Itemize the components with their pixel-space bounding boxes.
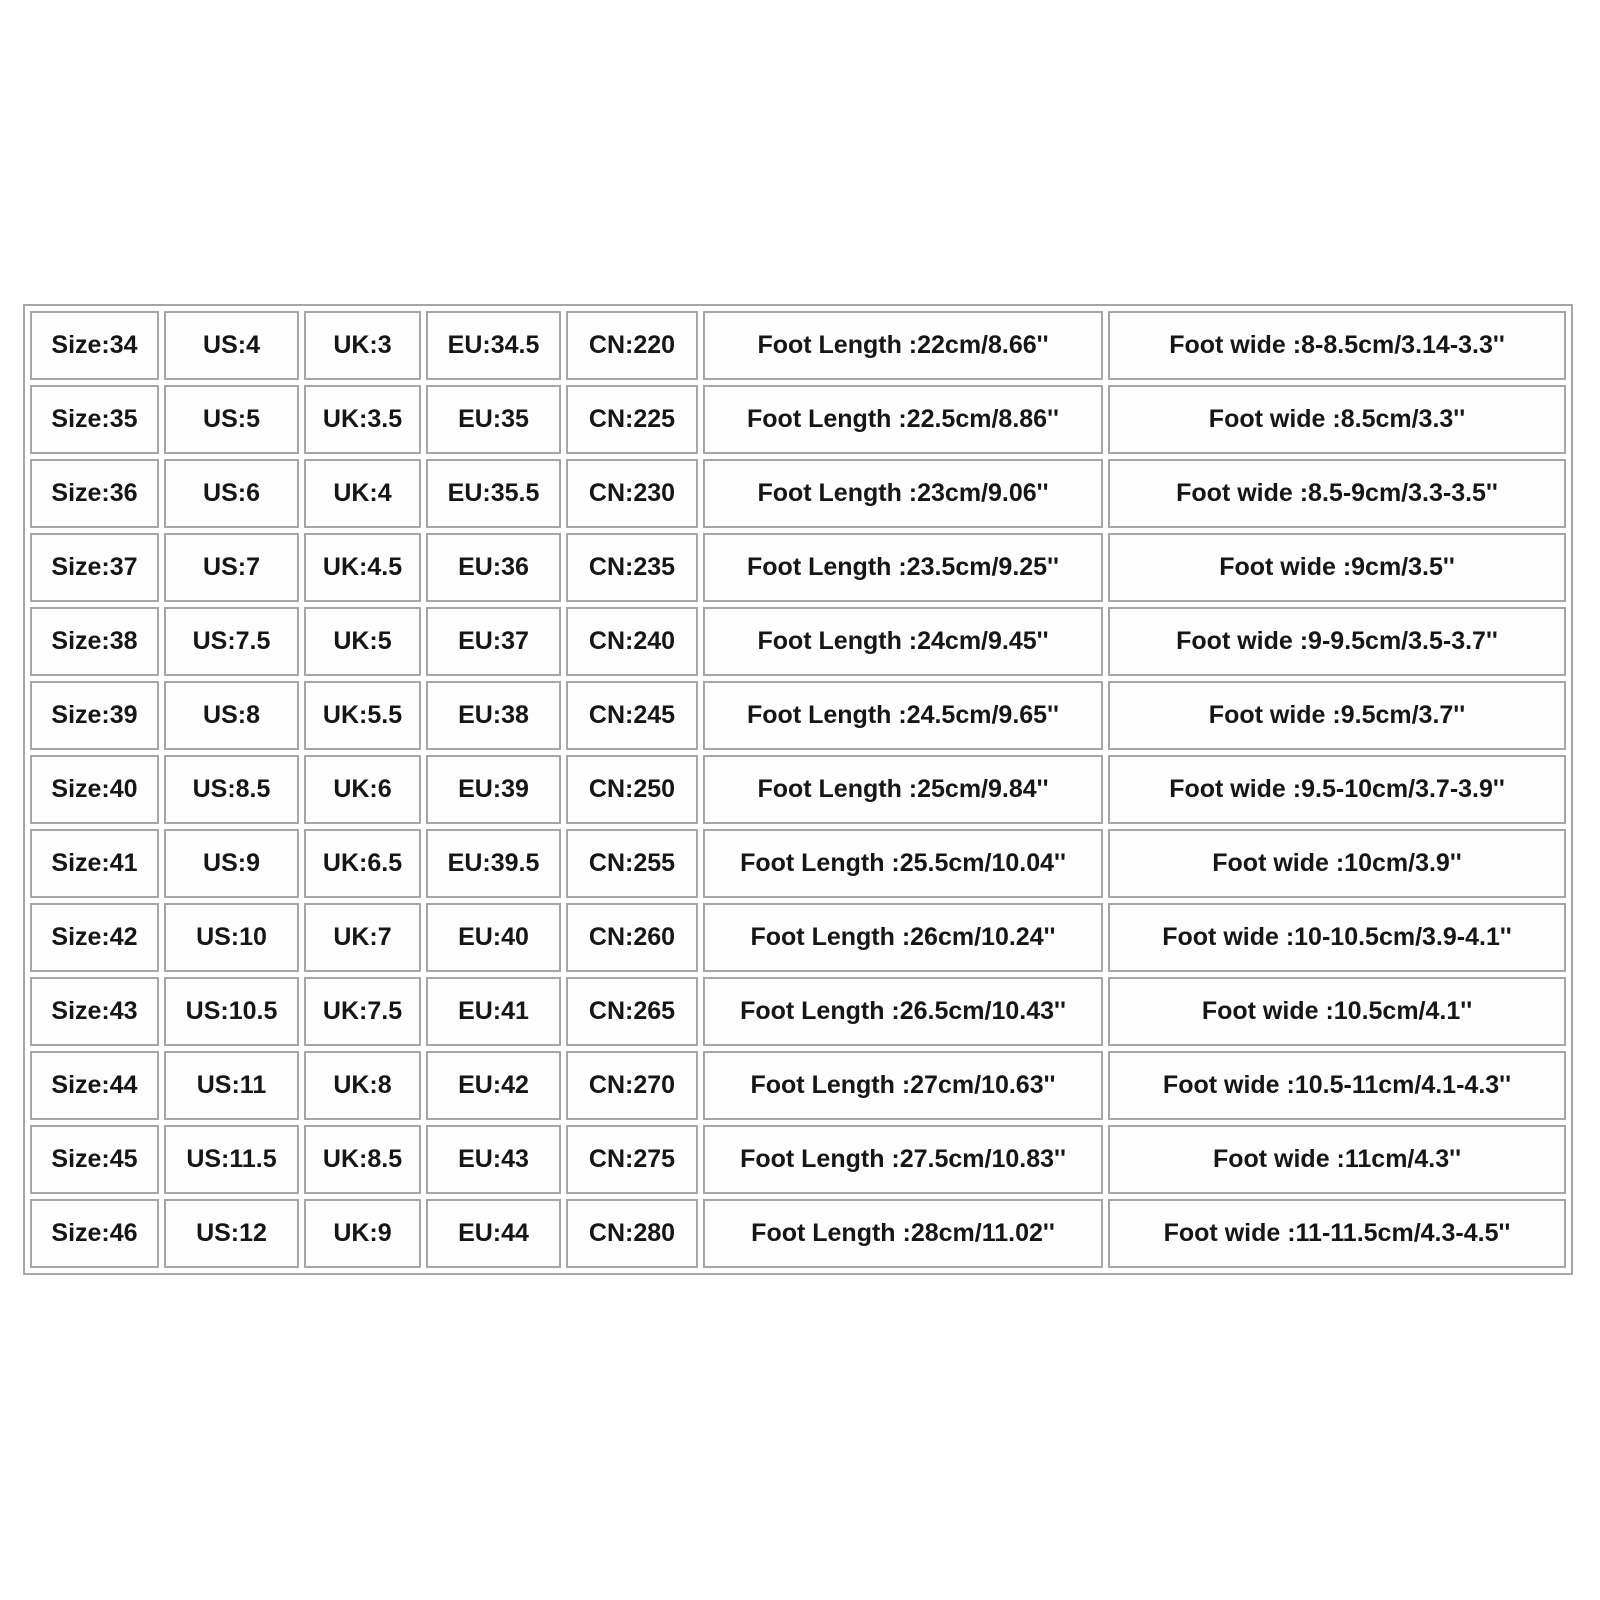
table-row: [30, 533, 1566, 602]
cn-cell: CN:235: [566, 533, 698, 602]
us-cell: US:9: [164, 829, 299, 898]
size-table-body: [30, 311, 1566, 1268]
foot-length-cell: Foot Length :26.5cm/10.43'': [703, 977, 1103, 1046]
foot-wide-cell: Foot wide :9.5-10cm/3.7-3.9'': [1108, 755, 1566, 824]
table-row: [30, 977, 1566, 1046]
foot-length-cell: Foot Length :24.5cm/9.65'': [703, 681, 1103, 750]
foot-wide-cell: Foot wide :10.5cm/4.1'': [1108, 977, 1566, 1046]
size-cell: Size:46: [30, 1199, 159, 1268]
table-row: [30, 1125, 1566, 1194]
cn-cell: CN:265: [566, 977, 698, 1046]
foot-length-cell: Foot Length :23.5cm/9.25'': [703, 533, 1103, 602]
foot-wide-cell: Foot wide :10cm/3.9'': [1108, 829, 1566, 898]
foot-wide-cell: Foot wide :10-10.5cm/3.9-4.1'': [1108, 903, 1566, 972]
size-cell: Size:45: [30, 1125, 159, 1194]
eu-cell: EU:35: [426, 385, 561, 454]
us-cell: US:4: [164, 311, 299, 380]
us-cell: US:10: [164, 903, 299, 972]
us-cell: US:10.5: [164, 977, 299, 1046]
eu-cell: EU:39.5: [426, 829, 561, 898]
foot-length-cell: Foot Length :25cm/9.84'': [703, 755, 1103, 824]
cn-cell: CN:250: [566, 755, 698, 824]
table-row: [30, 829, 1566, 898]
foot-wide-cell: Foot wide :9-9.5cm/3.5-3.7'': [1108, 607, 1566, 676]
cn-cell: CN:275: [566, 1125, 698, 1194]
size-cell: Size:44: [30, 1051, 159, 1120]
eu-cell: EU:37: [426, 607, 561, 676]
size-chart-table: [23, 304, 1573, 1275]
size-cell: Size:38: [30, 607, 159, 676]
cn-cell: CN:270: [566, 1051, 698, 1120]
foot-length-cell: Foot Length :27cm/10.63'': [703, 1051, 1103, 1120]
table-row: [30, 607, 1566, 676]
foot-length-cell: Foot Length :24cm/9.45'': [703, 607, 1103, 676]
table-row: [30, 681, 1566, 750]
us-cell: US:5: [164, 385, 299, 454]
table-row: [30, 311, 1566, 380]
eu-cell: EU:40: [426, 903, 561, 972]
table-row: [30, 755, 1566, 824]
foot-length-cell: Foot Length :22.5cm/8.86'': [703, 385, 1103, 454]
cn-cell: CN:255: [566, 829, 698, 898]
table-row: [30, 385, 1566, 454]
size-chart-container: [23, 304, 1573, 1275]
foot-wide-cell: Foot wide :8.5cm/3.3'': [1108, 385, 1566, 454]
eu-cell: EU:43: [426, 1125, 561, 1194]
foot-length-cell: Foot Length :23cm/9.06'': [703, 459, 1103, 528]
foot-wide-cell: Foot wide :8-8.5cm/3.14-3.3'': [1108, 311, 1566, 380]
us-cell: US:7: [164, 533, 299, 602]
uk-cell: UK:5: [304, 607, 421, 676]
cn-cell: CN:230: [566, 459, 698, 528]
size-cell: Size:35: [30, 385, 159, 454]
eu-cell: EU:41: [426, 977, 561, 1046]
cn-cell: CN:260: [566, 903, 698, 972]
cn-cell: CN:240: [566, 607, 698, 676]
uk-cell: UK:7: [304, 903, 421, 972]
cn-cell: CN:245: [566, 681, 698, 750]
uk-cell: UK:3: [304, 311, 421, 380]
eu-cell: EU:39: [426, 755, 561, 824]
us-cell: US:7.5: [164, 607, 299, 676]
eu-cell: EU:34.5: [426, 311, 561, 380]
table-row: [30, 1199, 1566, 1268]
uk-cell: UK:6: [304, 755, 421, 824]
uk-cell: UK:9: [304, 1199, 421, 1268]
foot-length-cell: Foot Length :22cm/8.66'': [703, 311, 1103, 380]
uk-cell: UK:4: [304, 459, 421, 528]
table-row: [30, 903, 1566, 972]
us-cell: US:6: [164, 459, 299, 528]
foot-wide-cell: Foot wide :8.5-9cm/3.3-3.5'': [1108, 459, 1566, 528]
foot-length-cell: Foot Length :28cm/11.02'': [703, 1199, 1103, 1268]
size-cell: Size:40: [30, 755, 159, 824]
foot-length-cell: Foot Length :25.5cm/10.04'': [703, 829, 1103, 898]
cn-cell: CN:220: [566, 311, 698, 380]
us-cell: US:11: [164, 1051, 299, 1120]
uk-cell: UK:6.5: [304, 829, 421, 898]
foot-wide-cell: Foot wide :9cm/3.5'': [1108, 533, 1566, 602]
table-row: [30, 459, 1566, 528]
table-row: [30, 1051, 1566, 1120]
us-cell: US:8: [164, 681, 299, 750]
eu-cell: EU:35.5: [426, 459, 561, 528]
eu-cell: EU:42: [426, 1051, 561, 1120]
size-cell: Size:41: [30, 829, 159, 898]
foot-wide-cell: Foot wide :9.5cm/3.7'': [1108, 681, 1566, 750]
size-cell: Size:34: [30, 311, 159, 380]
size-cell: Size:43: [30, 977, 159, 1046]
foot-length-cell: Foot Length :27.5cm/10.83'': [703, 1125, 1103, 1194]
size-cell: Size:36: [30, 459, 159, 528]
uk-cell: UK:3.5: [304, 385, 421, 454]
size-cell: Size:37: [30, 533, 159, 602]
size-cell: Size:42: [30, 903, 159, 972]
size-cell: Size:39: [30, 681, 159, 750]
foot-wide-cell: Foot wide :11-11.5cm/4.3-4.5'': [1108, 1199, 1566, 1268]
uk-cell: UK:8: [304, 1051, 421, 1120]
uk-cell: UK:5.5: [304, 681, 421, 750]
cn-cell: CN:225: [566, 385, 698, 454]
foot-length-cell: Foot Length :26cm/10.24'': [703, 903, 1103, 972]
eu-cell: EU:44: [426, 1199, 561, 1268]
us-cell: US:8.5: [164, 755, 299, 824]
foot-wide-cell: Foot wide :11cm/4.3'': [1108, 1125, 1566, 1194]
uk-cell: UK:4.5: [304, 533, 421, 602]
cn-cell: CN:280: [566, 1199, 698, 1268]
us-cell: US:11.5: [164, 1125, 299, 1194]
uk-cell: UK:7.5: [304, 977, 421, 1046]
uk-cell: UK:8.5: [304, 1125, 421, 1194]
eu-cell: EU:38: [426, 681, 561, 750]
eu-cell: EU:36: [426, 533, 561, 602]
foot-wide-cell: Foot wide :10.5-11cm/4.1-4.3'': [1108, 1051, 1566, 1120]
us-cell: US:12: [164, 1199, 299, 1268]
